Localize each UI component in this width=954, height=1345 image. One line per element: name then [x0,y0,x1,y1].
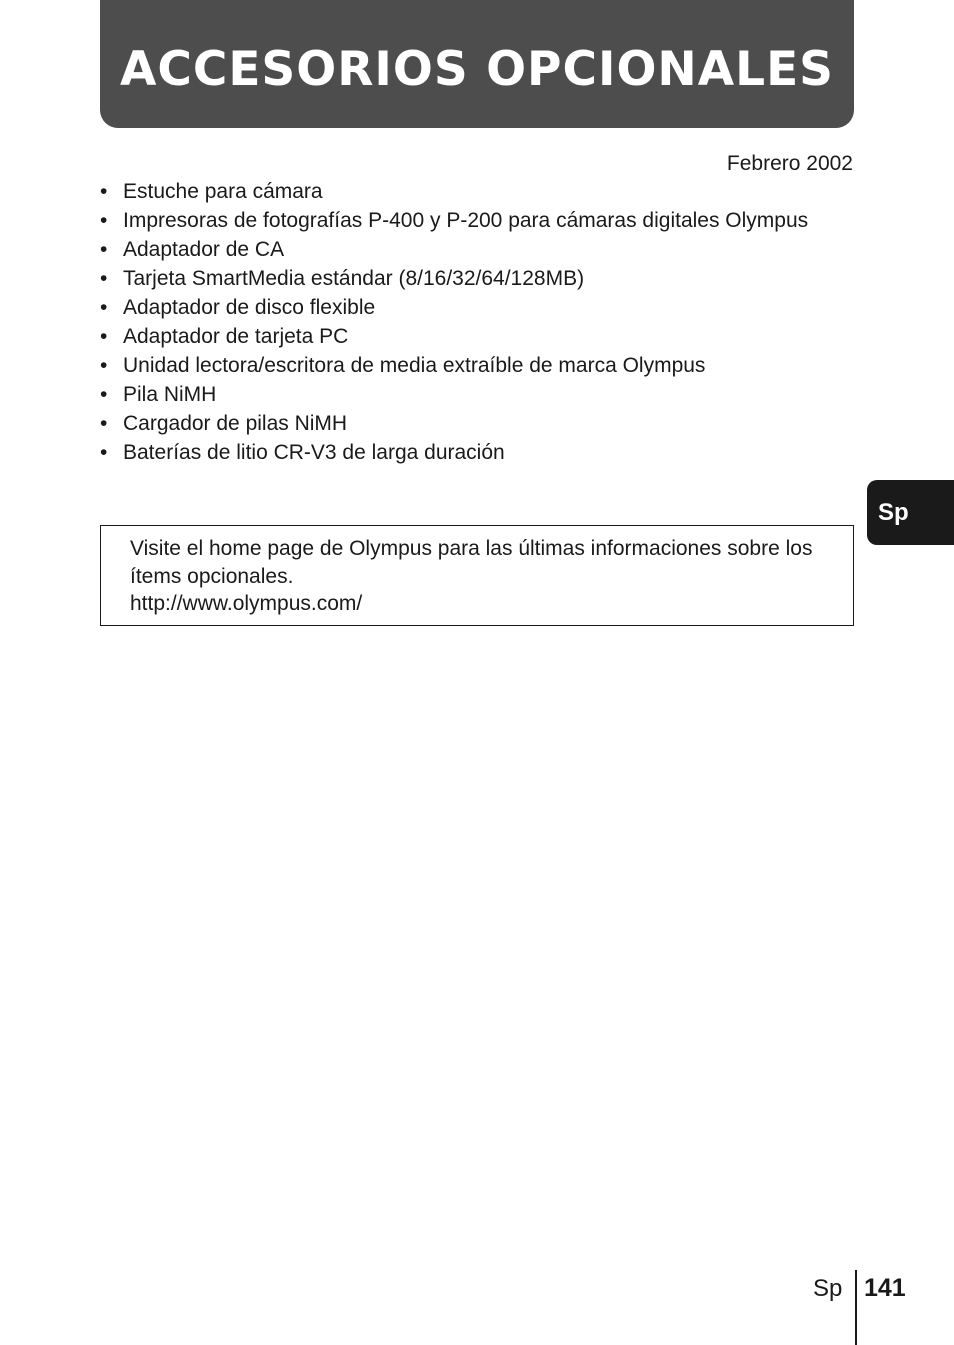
bullet: • [100,325,108,348]
list-item-text: Unidad lectora/escritora de media extraíble de marca Olympus [123,354,706,377]
list-item-text: Adaptador de tarjeta PC [123,325,349,348]
list-item-text: Estuche para cámara [123,180,323,203]
list-item-text: Tarjeta SmartMedia estándar (8/16/32/64/128MB) [123,267,585,290]
list-item-text: Impresoras de fotografías P-400 y P-200 para cámaras digitales Olympus [123,209,809,232]
list-item [100,235,860,264]
list-item [100,322,860,351]
bullet: • [100,354,108,377]
list-item [100,177,860,206]
language-tab [867,480,954,545]
page-title: ACCESORIOS OPCIONALES [119,41,835,97]
bullet: • [100,383,108,406]
olympus-url-link[interactable]: http://www.olympus.com/ [130,592,363,615]
list-item [100,351,860,380]
list-item-text: Baterías de litio CR-V3 de larga duración [123,441,505,464]
bullet: • [100,180,108,203]
list-item [100,409,860,438]
list-item [100,264,860,293]
bullet: • [100,296,108,319]
bullet: • [100,412,108,435]
info-note-text: Visite el home page de Olympus para las últimas informaciones sobre los ítems opcionales. [130,537,813,588]
list-item [100,293,860,322]
page-number: 141 [864,1274,906,1302]
list-item [100,206,860,235]
list-item-text: Adaptador de CA [123,238,285,261]
language-tab-label: Sp [878,498,909,526]
bullet: • [100,238,108,261]
footer-language: Sp [813,1275,843,1302]
title-banner [100,0,854,128]
bullet: • [100,209,108,232]
list-item-text: Pila NiMH [123,383,217,406]
bullet: • [100,441,108,464]
accessory-list [100,177,860,467]
info-note-box [100,525,854,626]
bullet: • [100,267,108,290]
list-item [100,380,860,409]
list-item-text: Adaptador de disco flexible [123,296,376,319]
list-item [100,438,860,467]
document-date: Febrero 2002 [726,152,853,175]
list-item-text: Cargador de pilas NiMH [123,412,348,435]
footer-divider [855,1270,857,1345]
